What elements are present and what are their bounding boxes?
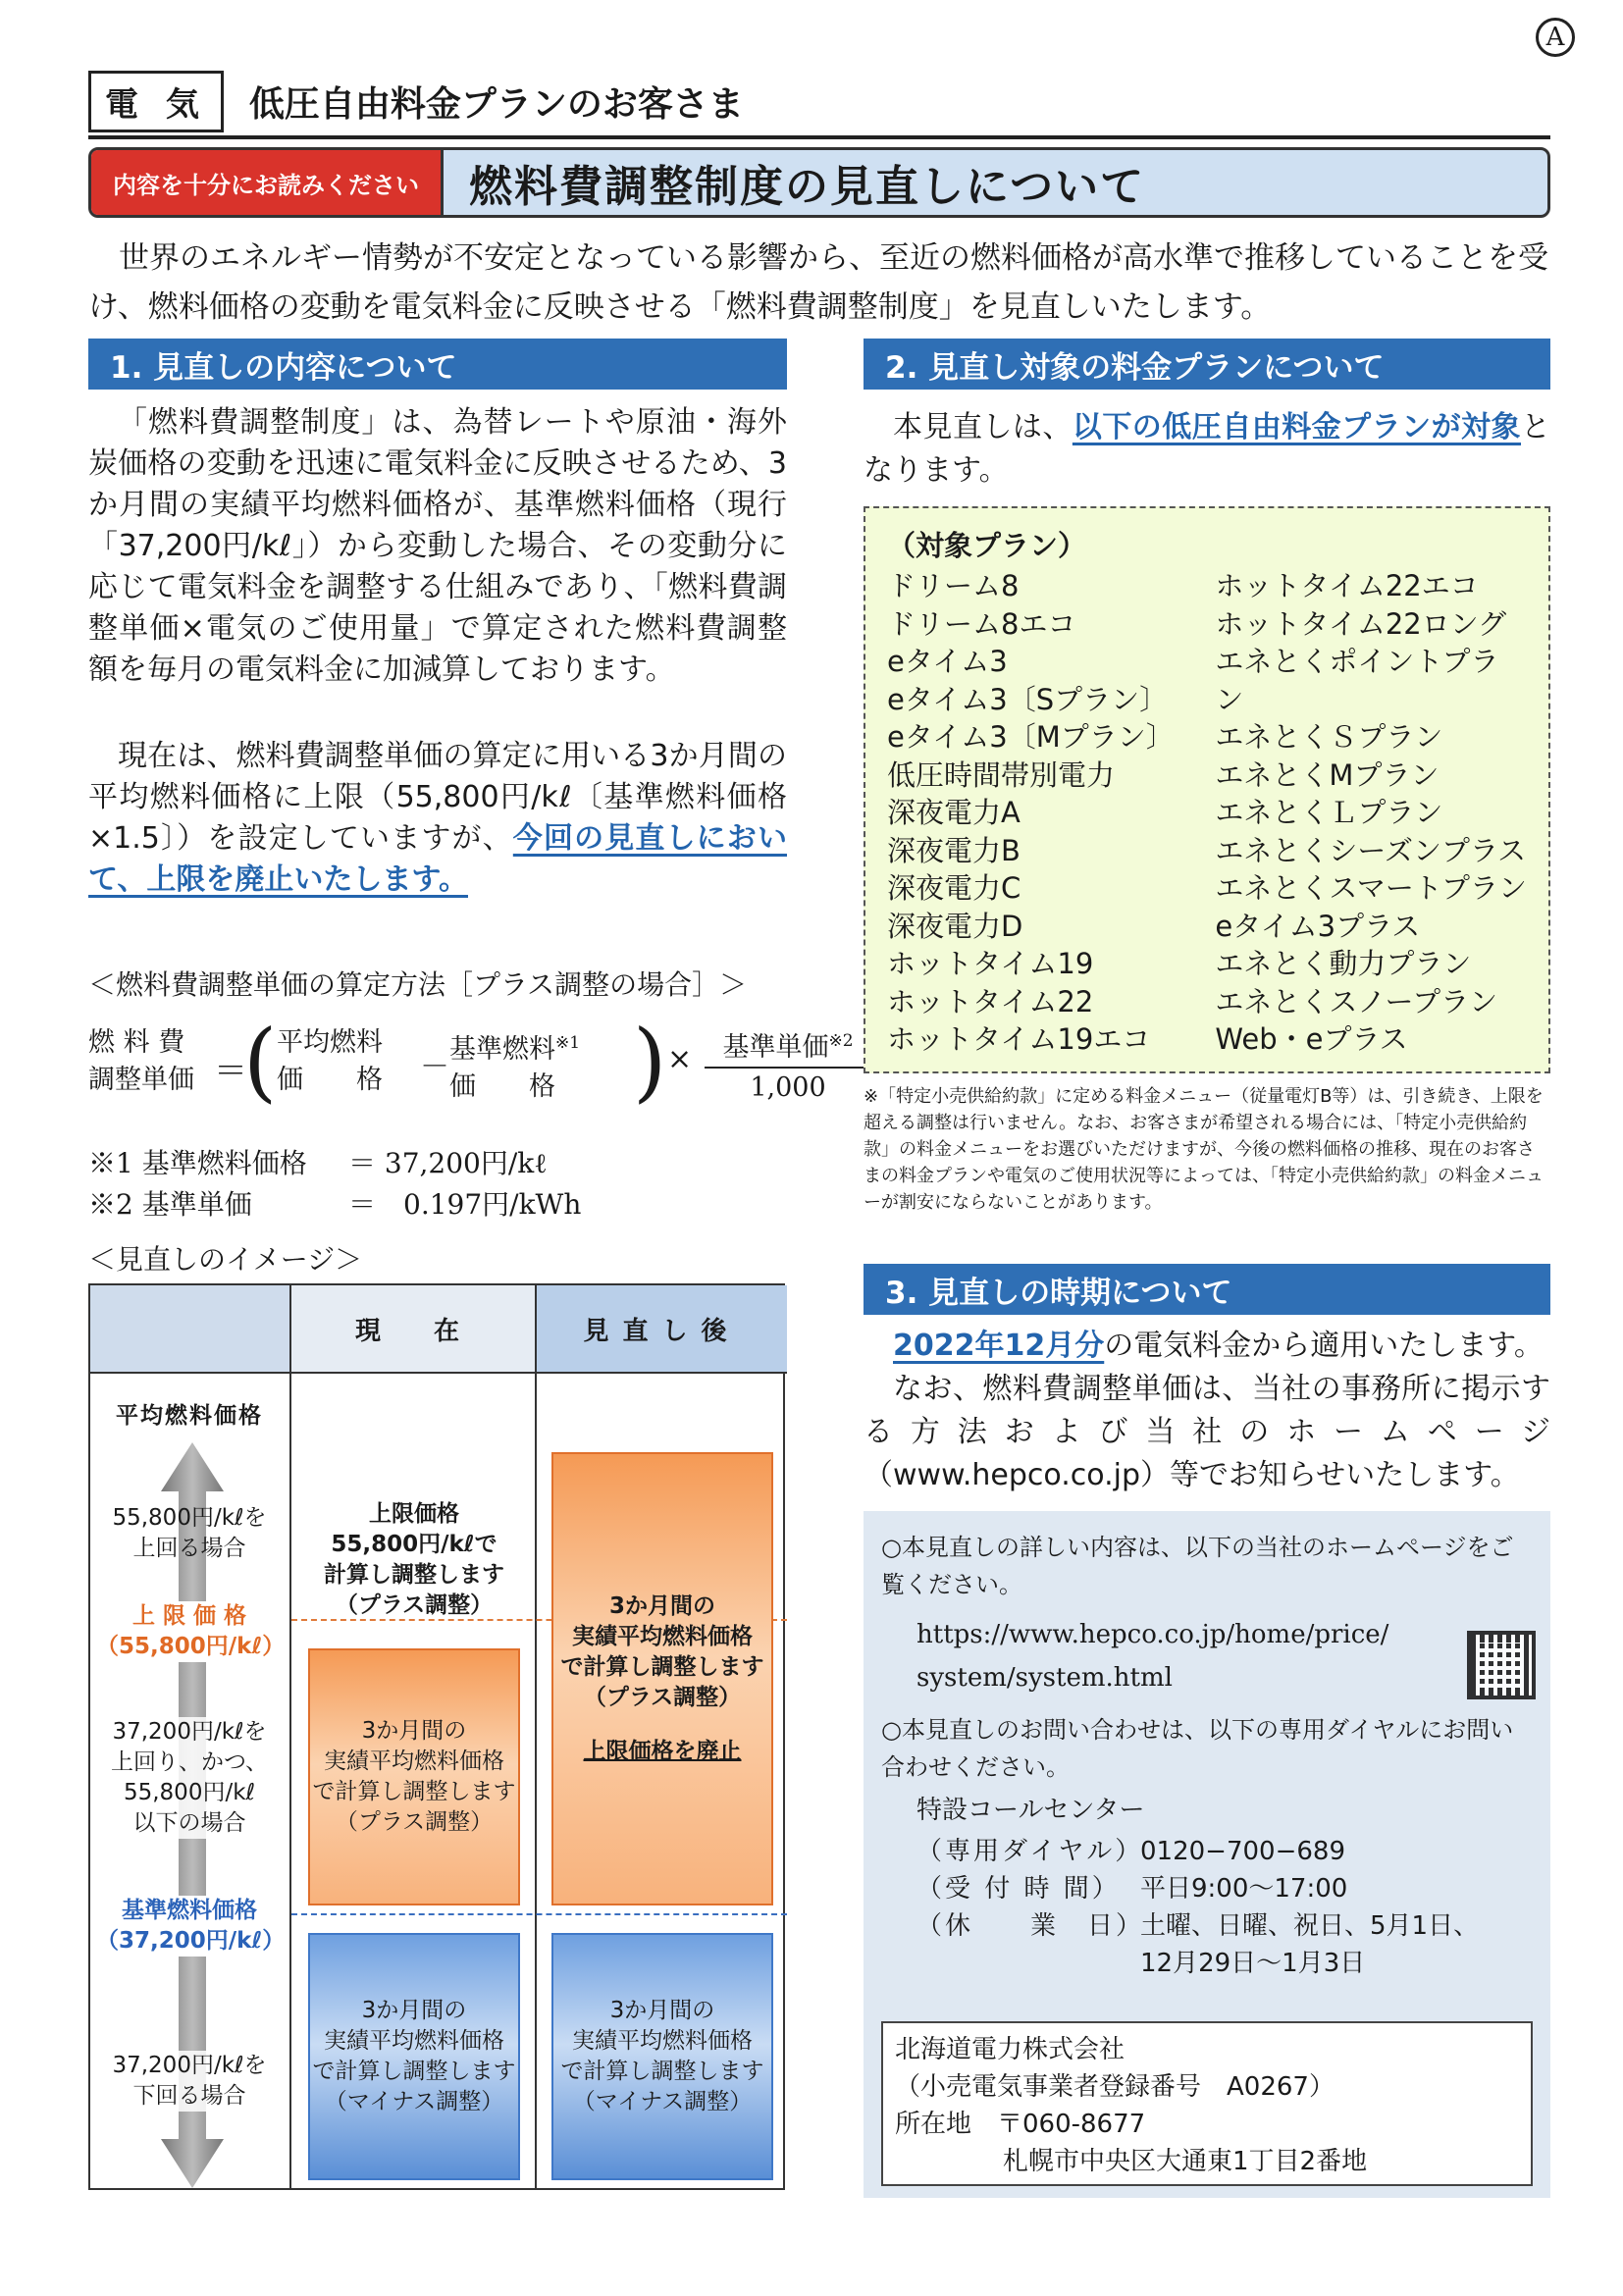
- plan-item: エネとくスマートプラン: [1215, 871, 1527, 905]
- formula-minus: －: [420, 1050, 449, 1084]
- formula: [88, 1011, 854, 1119]
- row-label-upper: 55,800円/kℓを 上回る場合: [112, 1505, 267, 1561]
- base-price-label: 基準燃料価格: [96, 1896, 283, 1926]
- info-line1: ○本見直しの詳しい内容は、以下の当社のホームページをご覧ください。: [881, 1534, 1514, 1598]
- note-row: [88, 1184, 581, 1226]
- plan-item: エネとくＳプラン: [1215, 720, 1443, 754]
- current-lower-box: 3か月間の 実績平均燃料価格 で計算し調整します （マイナス調整）: [308, 1933, 520, 2180]
- plan-item: 深夜電力B: [887, 833, 1021, 867]
- plan-item: 低圧時間帯別電力: [887, 757, 1116, 792]
- plan-item: エネとくポイントプラン: [1215, 645, 1499, 716]
- call-row-value: 平日9:00〜17:00: [1140, 1874, 1348, 1904]
- formula-times: ×: [667, 1042, 693, 1076]
- formula-paren-right: ): [633, 1011, 667, 1112]
- formula-b-note: ※1: [555, 1033, 581, 1053]
- call-row: [916, 1870, 1533, 1907]
- cap-abolish-emphasis: 今回の見直しにおいて、上限を廃止いたします。: [88, 821, 787, 897]
- after-upper-text: 3か月間の 実績平均燃料価格 で計算し調整します （プラス調整）: [560, 1592, 764, 1710]
- plan-item: エネとく動力プラン: [1215, 947, 1472, 980]
- formula-fraction: [705, 1022, 871, 1108]
- header-title: 低圧自由料金プランのお客さま: [248, 84, 744, 125]
- target-plans-emphasis: 以下の低圧自由料金プランが対象: [1072, 410, 1522, 444]
- call-row: [916, 1833, 1533, 1870]
- row-label-lower: 37,200円/kℓを 下回る場合: [96, 2051, 283, 2112]
- cap-price-value: （55,800円/kℓ）: [96, 1632, 283, 1662]
- note-key: ※1 基準燃料価格: [88, 1147, 307, 1179]
- base-line: [291, 1913, 787, 1915]
- comparison-table: [88, 1283, 785, 2190]
- plan-item: eタイム3プラス: [1215, 909, 1421, 943]
- section3-paragraph2: なお、燃料費調整単価は、当社の事務所に掲示する方法および当社のホームページ（www.hepco.co.jp）等でお知らせいたします。: [864, 1372, 1550, 1492]
- image-caption: ＜見直しのイメージ＞: [88, 1243, 363, 1276]
- plan-item: eタイム3: [887, 645, 1008, 678]
- section3-paragraph1: [864, 1325, 1550, 1368]
- note-key: ※2 基準単価: [88, 1188, 252, 1221]
- base-price-value: （37,200円/kℓ）: [96, 1926, 283, 1957]
- formula-base-price: [449, 1024, 580, 1106]
- phone-number[interactable]: 0120−700−689: [1140, 1837, 1345, 1866]
- note-value: ＝ 37,200円/kℓ: [348, 1147, 548, 1179]
- company-registration: （小売電気事業者登録番号 A0267）: [895, 2072, 1335, 2102]
- section1-paragraph2-text: 現在は、燃料費調整単価の算定に用いる3か月間の平均燃料価格に上限（55,800円/kℓ〔基準燃料価格×1.5〕）を設定していますが、: [88, 739, 787, 856]
- current-mid-box: 3か月間の 実績平均燃料価格 で計算し調整します （プラス調整）: [308, 1648, 520, 1905]
- call-row-key: （休 業 日）: [916, 1911, 1145, 1941]
- note-row: [88, 1143, 581, 1184]
- plan-item: ホットタイム22ロング: [1215, 606, 1507, 641]
- section2-heading: 2. 見直し対象の料金プランについて: [864, 339, 1550, 390]
- formula-b-line2: 価 格: [449, 1071, 555, 1102]
- formula-numerator: 基準単価: [722, 1032, 829, 1063]
- section1-paragraph2: [88, 736, 787, 901]
- electricity-tag: 電 気: [88, 71, 224, 132]
- formula-a-line2: 価 格: [277, 1065, 383, 1095]
- section1-paragraph1: 「燃料費調整制度」は、為替レートや原油・海外炭価格の変動を迅速に電気料金に反映させるため、3か月間の実績平均燃料価格が、基準燃料価格（現行「37,200円/kℓ」）から変動した場合、その変動分に応じて電気料金を調整する仕組みであり、「燃料費調整単価×電気のご使用量」で算定された燃料費調整額を毎月の電気料金に加減算しております。: [88, 405, 787, 687]
- formula-lhs-line1: 燃 料 費: [88, 1027, 185, 1058]
- call-row-key: （専用ダイヤル）: [916, 1837, 1144, 1866]
- call-center-name: 特設コールセンター: [916, 1796, 1145, 1825]
- formula-a-line1: 平均燃料: [277, 1027, 383, 1058]
- call-row: [916, 1945, 1533, 1982]
- homepage-url-line1[interactable]: https://www.hepco.co.jp/home/price/: [916, 1620, 1389, 1649]
- section1-heading: 1. 見直しの内容について: [88, 339, 787, 390]
- plan-item: エネとくシーズンプラス: [1215, 833, 1527, 867]
- formula-paren-left: (: [243, 1011, 278, 1112]
- read-carefully-badge: 内容を十分にお読みください: [91, 150, 444, 215]
- plan-item: 深夜電力C: [887, 871, 1021, 905]
- formula-equals: ＝: [214, 1052, 247, 1091]
- plan-item: eタイム3〔Sプラン〕: [887, 682, 1169, 716]
- formula-num-note: ※2: [828, 1031, 854, 1051]
- plan-item: エネとくMプラン: [1215, 757, 1440, 792]
- call-row-key: （受 付 時 間）: [916, 1874, 1121, 1904]
- target-plans-box: [864, 506, 1550, 1073]
- company-name: 北海道電力株式会社: [895, 2035, 1126, 2064]
- fine-print: ※「特定小売供給約款」に定める料金メニュー（従量電灯B等）は、引き続き、上限を超える調整は行いません。なお、お客さまが希望される場合には、「特定小売供給約款」の料金メニューをお選びいただけますが、今後の燃料価格の推移、現在のお客さまの料金プランや電気のご使用状況等によっては、「特定小売供給約款」の料金メニューが割安にならないことがあります。: [864, 1086, 1544, 1213]
- plan-item: ドリーム8: [887, 569, 1020, 602]
- axis-label: 平均燃料価格: [116, 1403, 263, 1429]
- company-box: [881, 2021, 1533, 2186]
- plans-left-column: [887, 567, 1215, 1059]
- note-value: ＝ 0.197円/kWh: [348, 1188, 582, 1221]
- homepage-url-line2[interactable]: system/system.html: [916, 1663, 1173, 1693]
- intro-paragraph: 世界のエネルギー情勢が不安定となっている影響から、至近の燃料価格が高水準で推移していることを受け、燃料価格の変動を電気料金に反映させる「燃料費調整制度」を見直しいたします。: [88, 240, 1548, 325]
- call-row-value: 12月29日〜1月3日: [1140, 1949, 1366, 1978]
- qr-code-icon[interactable]: [1467, 1631, 1536, 1699]
- table-header-blank: [90, 1285, 291, 1374]
- after-lower-box: 3か月間の 実績平均燃料価格 で計算し調整します （マイナス調整）: [551, 1933, 773, 2180]
- page-title: 燃料費調整制度の見直しについて: [469, 162, 1146, 212]
- call-row-value: 土曜、日曜、祝日、5月1日、: [1140, 1911, 1480, 1941]
- section2-paragraph: [864, 406, 1550, 493]
- plan-item: 深夜電力D: [887, 909, 1023, 943]
- formula-notes: [88, 1143, 581, 1226]
- section3-text: の電気料金から適用いたします。: [1104, 1329, 1544, 1363]
- table-divider: [289, 1285, 291, 2188]
- plan-item: ドリーム8エコ: [887, 606, 1076, 641]
- formula-denominator: 1,000: [750, 1072, 826, 1103]
- page-header: [88, 71, 744, 132]
- effective-date: 2022年12月分: [893, 1329, 1105, 1363]
- plan-item: Web・eプラス: [1215, 1022, 1408, 1056]
- section3-heading: 3. 見直しの時期について: [864, 1264, 1550, 1315]
- cap-price-label: 上 限 価 格: [96, 1601, 283, 1632]
- cap-removed-text: 上限価格を廃止: [583, 1738, 742, 1764]
- plan-item: 深夜電力A: [887, 796, 1021, 829]
- table-header-current: 現 在: [291, 1285, 537, 1374]
- plan-item: ホットタイム19エコ: [887, 1022, 1151, 1056]
- plan-item: eタイム3〔Mプラン〕: [887, 720, 1175, 754]
- formula-average-price: [277, 1024, 383, 1099]
- corner-mark: A: [1536, 18, 1575, 57]
- call-row: [916, 1907, 1533, 1945]
- table-header-after: 見直し後: [537, 1285, 787, 1374]
- plan-item: ホットタイム19: [887, 947, 1094, 980]
- after-upper-box: [551, 1452, 773, 1905]
- table-divider: [535, 1285, 537, 2188]
- plan-item: エネとくＬプラン: [1215, 796, 1443, 829]
- plan-item: ホットタイム22エコ: [1215, 569, 1479, 602]
- formula-lhs-line2: 調整単価: [88, 1065, 194, 1095]
- row-label-middle: 37,200円/kℓを 上回り、かつ、 55,800円/kℓ 以下の場合: [96, 1717, 283, 1839]
- section2-text: 本見直しは、: [893, 410, 1073, 444]
- header-rule: [88, 135, 1550, 139]
- plan-item: ホットタイム22: [887, 984, 1094, 1018]
- info-box: [864, 1511, 1550, 2198]
- info-line2: ○本見直しのお問い合わせは、以下の専用ダイヤルにお問い合わせください。: [881, 1716, 1514, 1781]
- section2-text-end: となります。: [864, 410, 1551, 488]
- plans-right-column: [1215, 567, 1527, 1059]
- call-center-rows: [916, 1833, 1533, 1982]
- plans-title: （対象プラン）: [887, 529, 1087, 562]
- title-banner: [88, 147, 1550, 218]
- call-row-key: [916, 1945, 1140, 1982]
- formula-b-line1: 基準燃料: [449, 1034, 555, 1065]
- formula-lhs: [88, 1024, 194, 1099]
- company-address-line2: 札幌市中央区大通東1丁目2番地: [1003, 2147, 1368, 2176]
- plan-item: エネとくスノープラン: [1215, 984, 1498, 1018]
- company-address-line1: 所在地 〒060-8677: [895, 2110, 1146, 2139]
- formula-caption: ＜燃料費調整単価の算定方法［プラス調整の場合］＞: [88, 968, 748, 1001]
- current-upper-text: 上限価格 55,800円/kℓで 計算し調整します （プラス調整）: [324, 1501, 504, 1618]
